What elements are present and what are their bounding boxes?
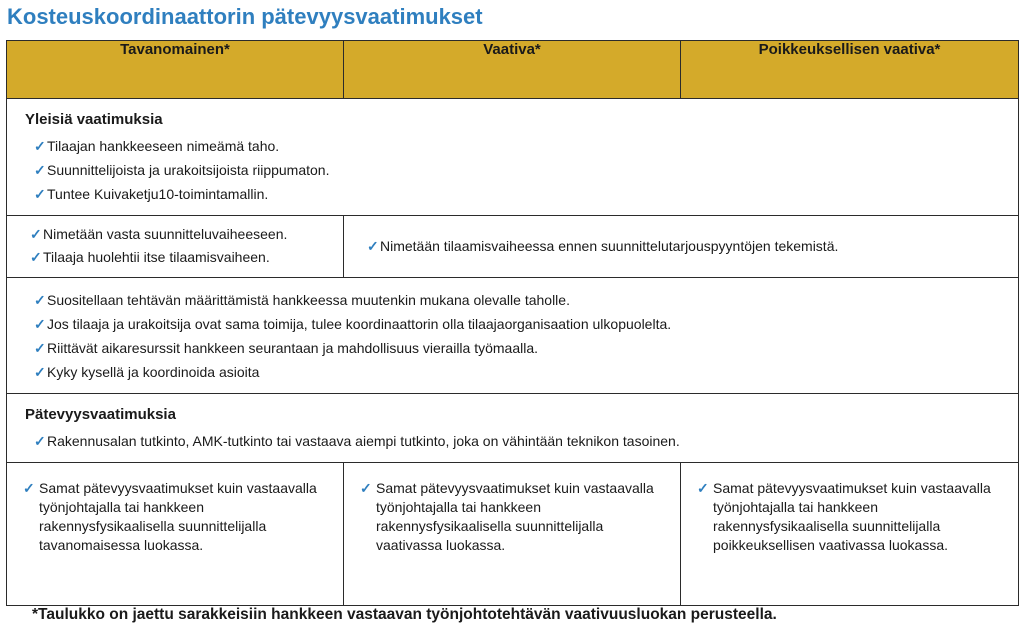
table-row-competence (7, 394, 1019, 463)
general-requirements-heading: Yleisiä vaatimuksia (25, 111, 163, 128)
check-icon: ✓ (23, 480, 35, 496)
list-item-text: Nimetään vasta suunnitteluvaiheeseen. (43, 226, 288, 242)
requirements-table (6, 40, 1019, 606)
check-icon: ✓ (34, 186, 46, 202)
additional-requirements-section (7, 278, 1019, 394)
list-item-text: Rakennusalan tutkinto, AMK-tutkinto tai vastaava aiempi tutkinto, joka on vähintään teknikon tasoinen. (47, 433, 680, 449)
appointment-cell-tavanomainen (7, 216, 344, 278)
check-icon: ✓ (34, 162, 46, 178)
list-item (356, 479, 670, 555)
list-item (25, 288, 1000, 312)
list-item-text: Jos tilaaja ja urakoitsija ovat sama toimija, tulee koordinaattorin olla tilaajaorganisaation ulkopuolelta. (47, 316, 672, 332)
list-item-text: Riittävät aikaresurssit hankkeen seurantaan ja mahdollisuus vierailla työmaalla. (47, 340, 539, 356)
list-item (358, 235, 1006, 258)
class-requirement-cell-vaativa (344, 463, 681, 606)
list-item-text: Kyky kysellä ja koordinoida asioita (47, 364, 260, 380)
check-icon: ✓ (697, 480, 709, 496)
list-item (19, 479, 333, 555)
class-requirement-cell-poikkeuksellisen-vaativa (681, 463, 1019, 606)
check-icon: ✓ (30, 249, 42, 265)
list-item (21, 223, 331, 246)
list-item (25, 336, 1000, 360)
table-row-additional (7, 278, 1019, 394)
table-row-class-requirements (7, 463, 1019, 606)
list-item (25, 182, 1000, 206)
column-header-vaativa: Vaativa* (344, 41, 681, 99)
list-item (25, 429, 1000, 453)
table-header-row (7, 41, 1019, 99)
class-requirement-list (356, 479, 670, 555)
appointment-list-vaativa-poikkeuksellinen (358, 235, 1006, 258)
check-icon: ✓ (34, 340, 46, 356)
check-icon: ✓ (34, 433, 46, 449)
check-icon: ✓ (360, 480, 372, 496)
list-item-text: Samat pätevyysvaatimukset kuin vastaavalla työnjohtajalla tai hankkeen rakennysfysikaalisella suunnittelijalla poikkeuksellisen vaativassa luokassa. (713, 480, 991, 553)
list-item-text: Suositellaan tehtävän määrittämistä hankkeessa muutenkin mukana olevalle taholle. (47, 292, 570, 308)
class-requirement-list (693, 479, 1008, 555)
list-item-text: Nimetään tilaamisvaiheessa ennen suunnittelutarjouspyyntöjen tekemistä. (380, 237, 839, 254)
list-item-text: Suunnittelijoista ja urakoitsijoista riippumaton. (47, 162, 330, 178)
competence-requirements-section (7, 394, 1019, 463)
table-row-general (7, 99, 1019, 216)
check-icon: ✓ (34, 364, 46, 380)
list-item-text: Samat pätevyysvaatimukset kuin vastaavalla työnjohtajalla tai hankkeen rakennysfysikaalisella suunnittelijalla tavanomaisessa luokassa. (39, 480, 317, 553)
page-title: Kosteuskoordinaattorin pätevyysvaatimukset (7, 4, 483, 29)
list-item-text: Samat pätevyysvaatimukset kuin vastaavalla työnjohtajalla tai hankkeen rakennysfysikaalisella suunnittelijalla vaativassa luokassa. (376, 480, 654, 553)
list-item (25, 158, 1000, 182)
check-icon: ✓ (34, 138, 46, 154)
footnote: *Taulukko on jaettu sarakkeisiin hankkeen vastaavan työnjohtotehtävän vaativuusluokan perusteella. (32, 606, 777, 623)
check-icon: ✓ (34, 316, 46, 332)
column-header-tavanomainen: Tavanomainen* (7, 41, 344, 99)
general-requirements-section (7, 99, 1019, 216)
list-item (25, 134, 1000, 158)
list-item (693, 479, 1008, 555)
list-item-text: Tilaaja huolehtii itse tilaamisvaiheen. (43, 249, 270, 265)
appointment-list-tavanomainen (21, 223, 331, 269)
check-icon: ✓ (30, 226, 42, 242)
appointment-cell-vaativa-poikkeuksellinen (344, 216, 1019, 278)
competence-requirements-heading: Pätevyysvaatimuksia (25, 406, 176, 423)
additional-requirements-list (25, 288, 1000, 384)
list-item (25, 312, 1000, 336)
general-requirements-list (25, 134, 1000, 206)
competence-requirements-list (25, 429, 1000, 453)
table-row-appointment (7, 216, 1019, 278)
list-item (21, 246, 331, 269)
list-item-text: Tilaajan hankkeeseen nimeämä taho. (47, 138, 280, 154)
class-requirement-list (19, 479, 333, 555)
class-requirement-cell-tavanomainen (7, 463, 344, 606)
list-item (25, 360, 1000, 384)
list-item-text: Tuntee Kuivaketju10-toimintamallin. (47, 186, 269, 202)
check-icon: ✓ (367, 237, 379, 254)
column-header-poikkeuksellisen-vaativa: Poikkeuksellisen vaativa* (681, 41, 1019, 99)
check-icon: ✓ (34, 292, 46, 308)
